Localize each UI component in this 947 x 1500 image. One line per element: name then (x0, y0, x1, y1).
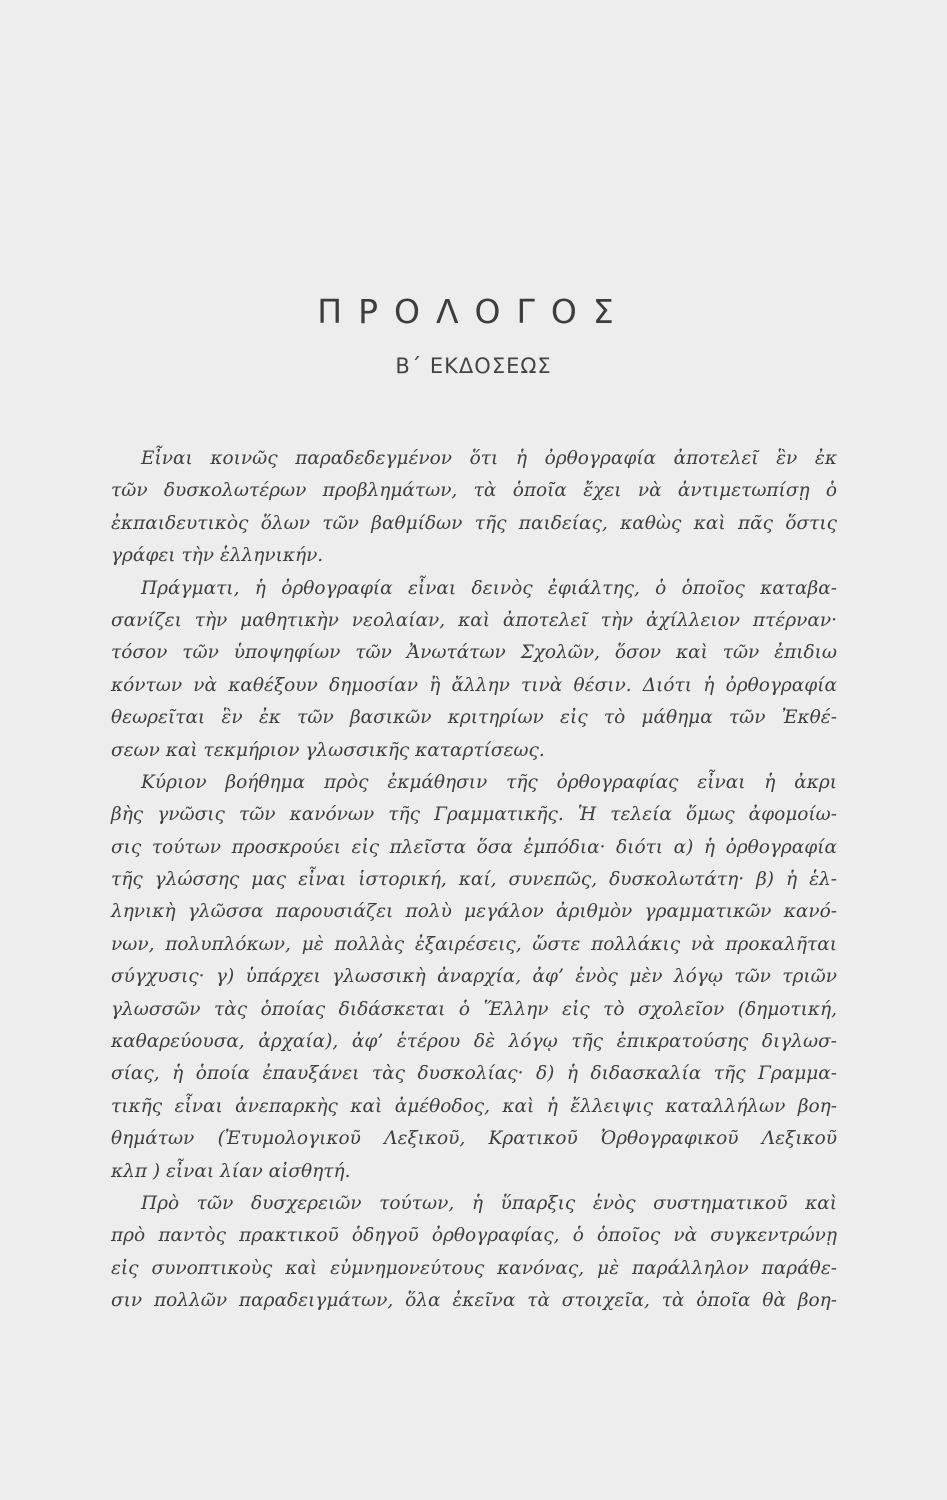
text-line: σις τούτων προσκρούει εἰς πλεῖστα ὅσα ἐμπόδια· διότι α) ἡ ὀρθογραφία (111, 836, 837, 858)
text-line: θεωρεῖται ἓν ἐκ τῶν βασικῶν κριτηρίων εἰς τὸ μάθημα τῶν Ἐκθέ- (111, 707, 837, 729)
text-line: Πράγματι, ἡ ὀρθογραφία εἶναι δεινὸς ἐφιάλτης, ὁ ὁποῖος καταβα- (141, 577, 837, 599)
text-line: τόσον τῶν ὑποψηφίων τῶν Ἀνωτάτων Σχολῶν, ὅσον καὶ τῶν ἐπιδιω (111, 642, 837, 664)
text-line: τῆς γλώσσης μας εἶναι ἱστορική, καί, συνεπῶς, δυσκολωτάτη· β) ἡ ἑλ- (111, 869, 837, 891)
edition-subtitle: Β΄ ΕΚΔΟΣΕΩΣ (395, 354, 552, 378)
text-line: εἰς συνοπτικοὺς καὶ εὐμνημονεύτους κανόνας, μὲ παράλληλον παράθε- (111, 1257, 837, 1279)
text-line: γράφει τὴν ἑλληνικήν. (111, 545, 324, 567)
text-line: τῶν δυσκολωτέρων προβλημάτων, τὰ ὁποῖα ἔχει νὰ ἀντιμετωπίσῃ ὁ (111, 480, 837, 502)
text-line: καθαρεύουσα, ἀρχαία), ἀφ’ ἑτέρου δὲ λόγῳ τῆς ἐπικρατούσης διγλωσ- (111, 1031, 837, 1053)
text-line: Κύριον βοήθημα πρὸς ἐκμάθησιν τῆς ὀρθογραφίας εἶναι ἡ ἀκρι (141, 771, 837, 793)
text-line: τικῆς εἶναι ἀνεπαρκὴς καὶ ἀμέθοδος, καὶ ἡ ἔλλειψις καταλλήλων βοη- (111, 1095, 837, 1117)
prologue-body (111, 443, 837, 1318)
text-line: σιν πολλῶν παραδειγμάτων, ὅλα ἐκεῖνα τὰ στοιχεῖα, τὰ ὁποῖα θὰ βοη- (111, 1290, 837, 1312)
text-line: σεων καὶ τεκμήριον γλωσσικῆς καταρτίσεως. (111, 739, 545, 761)
text-line: Εἶναι κοινῶς παραδεδεγμένον ὅτι ἡ ὀρθογραφία ἀποτελεῖ ἓν ἐκ (141, 448, 837, 469)
text-line: θημάτων (Ἐτυμολογικοῦ Λεξικοῦ, Κρατικοῦ Ὀρθογραφικοῦ Λεξικοῦ (111, 1128, 837, 1150)
text-line: βὴς γνῶσις τῶν κανόνων τῆς Γραμματικῆς. Ἡ τελεία ὅμως ἀφομοίω- (111, 804, 837, 826)
text-line: νων, πολυπλόκων, μὲ πολλὰς ἐξαιρέσεις, ὥστε πολλάκις νὰ προκαλῆται (111, 933, 837, 955)
text-line: γλωσσῶν τὰς ὁποίας διδάσκεται ὁ Ἕλλην εἰς τὸ σχολεῖον (δημοτική, (111, 998, 837, 1020)
text-line: σύγχυσις· γ) ὑπάρχει γλωσσικὴ ἀναρχία, ἀφ’ ἑνὸς μὲν λόγῳ τῶν τριῶν (111, 966, 837, 988)
text-line: σίας, ἡ ὁποία ἐπαυξάνει τὰς δυσκολίας· δ) ἡ διδασκαλία τῆς Γραμμα- (111, 1063, 837, 1085)
text-line: κόντων νὰ καθέξουν δημοσίαν ἢ ἄλλην τινὰ θέσιν. Διότι ἡ ὀρθογραφία (111, 674, 837, 696)
text-line: ἐκπαιδευτικὸς ὅλων τῶν βαθμίδων τῆς παιδείας, καθὼς καὶ πᾶς ὅστις (111, 512, 837, 534)
text-line: Πρὸ τῶν δυσχερειῶν τούτων, ἡ ὕπαρξις ἑνὸς συστηματικοῦ καὶ (141, 1192, 837, 1214)
page-title: ΠΡΟΛΟΓΟΣ (317, 292, 630, 331)
text-line: σανίζει τὴν μαθητικὴν νεολαίαν, καὶ ἀποτελεῖ τὴν ἀχίλλειον πτέρναν· (111, 609, 837, 631)
text-line: πρὸ παντὸς πρακτικοῦ ὁδηγοῦ ὀρθογραφίας, ὁ ὁποῖος νὰ συγκεντρώνῃ (111, 1225, 837, 1247)
text-line: ληνικὴ γλῶσσα παρουσιάζει πολὺ μεγάλον ἀριθμὸν γραμματικῶν κανό- (111, 901, 837, 923)
text-line: κλπ ) εἶναι λίαν αἰσθητή. (111, 1160, 351, 1182)
